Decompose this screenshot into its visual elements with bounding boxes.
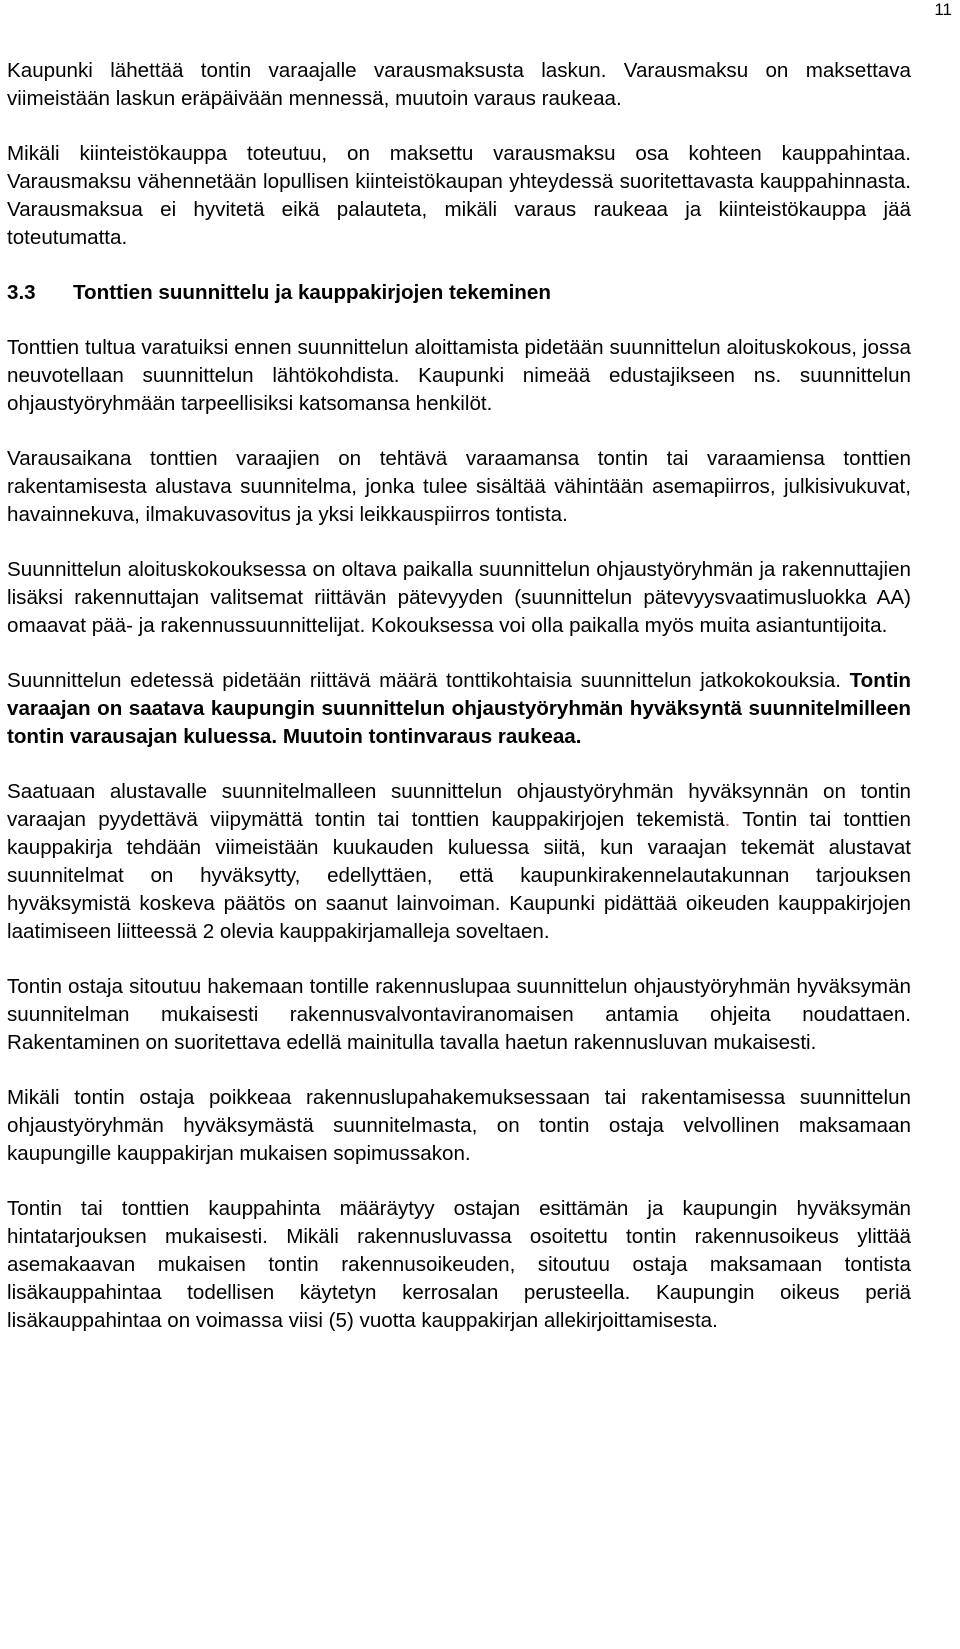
paragraph-purchase-price: Tontin tai tonttien kauppahinta määräytyy ostajan esittämän ja kaupungin hyväksymän hintatarjouksen mukaisesti. Mikäli rakennusluvassa osoitettu tontin rakennusoikeus ylittää asemakaavan mukaisen tontin rakennusoikeuden, sitoutuu ostaja maksamaan tontista lisäkauppahintaa todellisen käytetyn kerrosalan perusteella. Kaupungin oikeus periä lisäkauppahintaa on voimassa viisi (5) vuotta kauppakirjan allekirjoittamisesta. <box>7 1197 911 1332</box>
paragraph-purchase-deeds <box>7 778 911 946</box>
purchase-deeds-text-end: Tontin tai tonttien kauppakirja tehdään viimeistään kuukauden kuluessa siitä, kun varaajan tekemät alustavat suunnitelmat on hyväksytty, edellyttäen, että kaupunkirakennelautakunnan tarjouksen hyväksymistä koskeva päätös on saanut lainvoiman. Kaupunki pidättää oikeuden kauppakirjojen laatimiseen liitteessä 2 olevia kauppakirjamalleja soveltaen. <box>7 808 911 943</box>
paragraph-preliminary-plan: Varausaikana tonttien varaajien on tehtävä varaamansa tontin tai varaamiensa tonttien rakentamisesta alustava suunnitelma, jonka tulee sisältää vähintään asemapiirros, julkisivukuvat, havainnekuva, ilmakuvasovitus ja yksi leikkauspiirros tontista. <box>7 447 911 526</box>
document-body <box>7 57 911 1335</box>
paragraph-meeting-attendees: Suunnittelun aloituskokouksessa on oltava paikalla suunnittelun ohjaustyöryhmän ja rakennuttajien lisäksi rakennuttajan valitsemat riittävän pätevyyden (suunnittelun pätevyysvaatimusluokka AA) omaavat pää- ja rakennussuunnittelijat. Kokouksessa voi olla paikalla myös muita asiantuntijoita. <box>7 558 911 637</box>
paragraph-kickoff-meeting: Tonttien tultua varatuiksi ennen suunnittelun aloittamista pidetään suunnittelun aloituskokous, jossa neuvotellaan suunnittelun lähtökohdista. Kaupunki nimeää edustajikseen ns. suunnittelun ohjaustyöryhmään tarpeellisiksi katsomansa henkilöt. <box>7 336 911 415</box>
section-title: Tonttien suunnittelu ja kauppakirjojen tekeminen <box>73 281 551 304</box>
paragraph-reservation-fee-deduction: Mikäli kiinteistökauppa toteutuu, on maksettu varausmaksu osa kohteen kauppahintaa. Varausmaksu vähennetään lopullisen kiinteistökaupan yhteydessä suoritettavasta kauppahinnasta. Varausmaksua ei hyvitetä eikä palauteta, mikäli varaus raukeaa ja kiinteistökauppa jää toteutumatta. <box>7 142 911 249</box>
purchase-deeds-red-period: . <box>724 808 731 831</box>
purchase-deeds-text-start: Saatuaan alustavalle suunnitelmalleen suunnittelun ohjaustyöryhmän hyväksynnän on tontin varaajan pyydettävä viipymättä tontin tai tonttien kauppakirjojen tekemistä <box>7 780 911 831</box>
paragraph-contractual-penalty: Mikäli tontin ostaja poikkeaa rakennuslupahakemuksessaan tai rakentamisessa suunnittelun ohjaustyöryhmän hyväksymästä suunnitelmasta, on tontin ostaja velvollinen maksamaan kaupungille kauppakirjan mukaisen sopimussakon. <box>7 1086 911 1165</box>
follow-up-bold-text: Tontin varaajan on saatava kaupungin suunnittelun ohjaustyöryhmän hyväksyntä suunnitelmilleen tontin varausajan kuluessa. Muutoin tontinvaraus raukeaa. <box>7 669 911 748</box>
paragraph-follow-up-meetings <box>7 667 911 751</box>
page-number: 11 <box>934 0 952 19</box>
paragraph-reservation-invoice: Kaupunki lähettää tontin varaajalle varausmaksusta laskun. Varausmaksu on maksettava viimeistään laskun eräpäivään mennessä, muutoin varaus raukeaa. <box>7 59 911 110</box>
section-heading <box>7 279 911 307</box>
follow-up-normal-text: Suunnittelun edetessä pidetään riittävä määrä tonttikohtaisia suunnittelun jatkokokouksia. <box>7 669 850 692</box>
paragraph-building-permit: Tontin ostaja sitoutuu hakemaan tontille rakennuslupaa suunnittelun ohjaustyöryhmän hyväksymän suunnitelman mukaisesti rakennusvalvontaviranomaisen antamia ohjeita noudattaen. Rakentaminen on suoritettava edellä mainitulla tavalla haetun rakennusluvan mukaisesti. <box>7 975 911 1054</box>
section-number: 3.3 <box>7 281 36 304</box>
